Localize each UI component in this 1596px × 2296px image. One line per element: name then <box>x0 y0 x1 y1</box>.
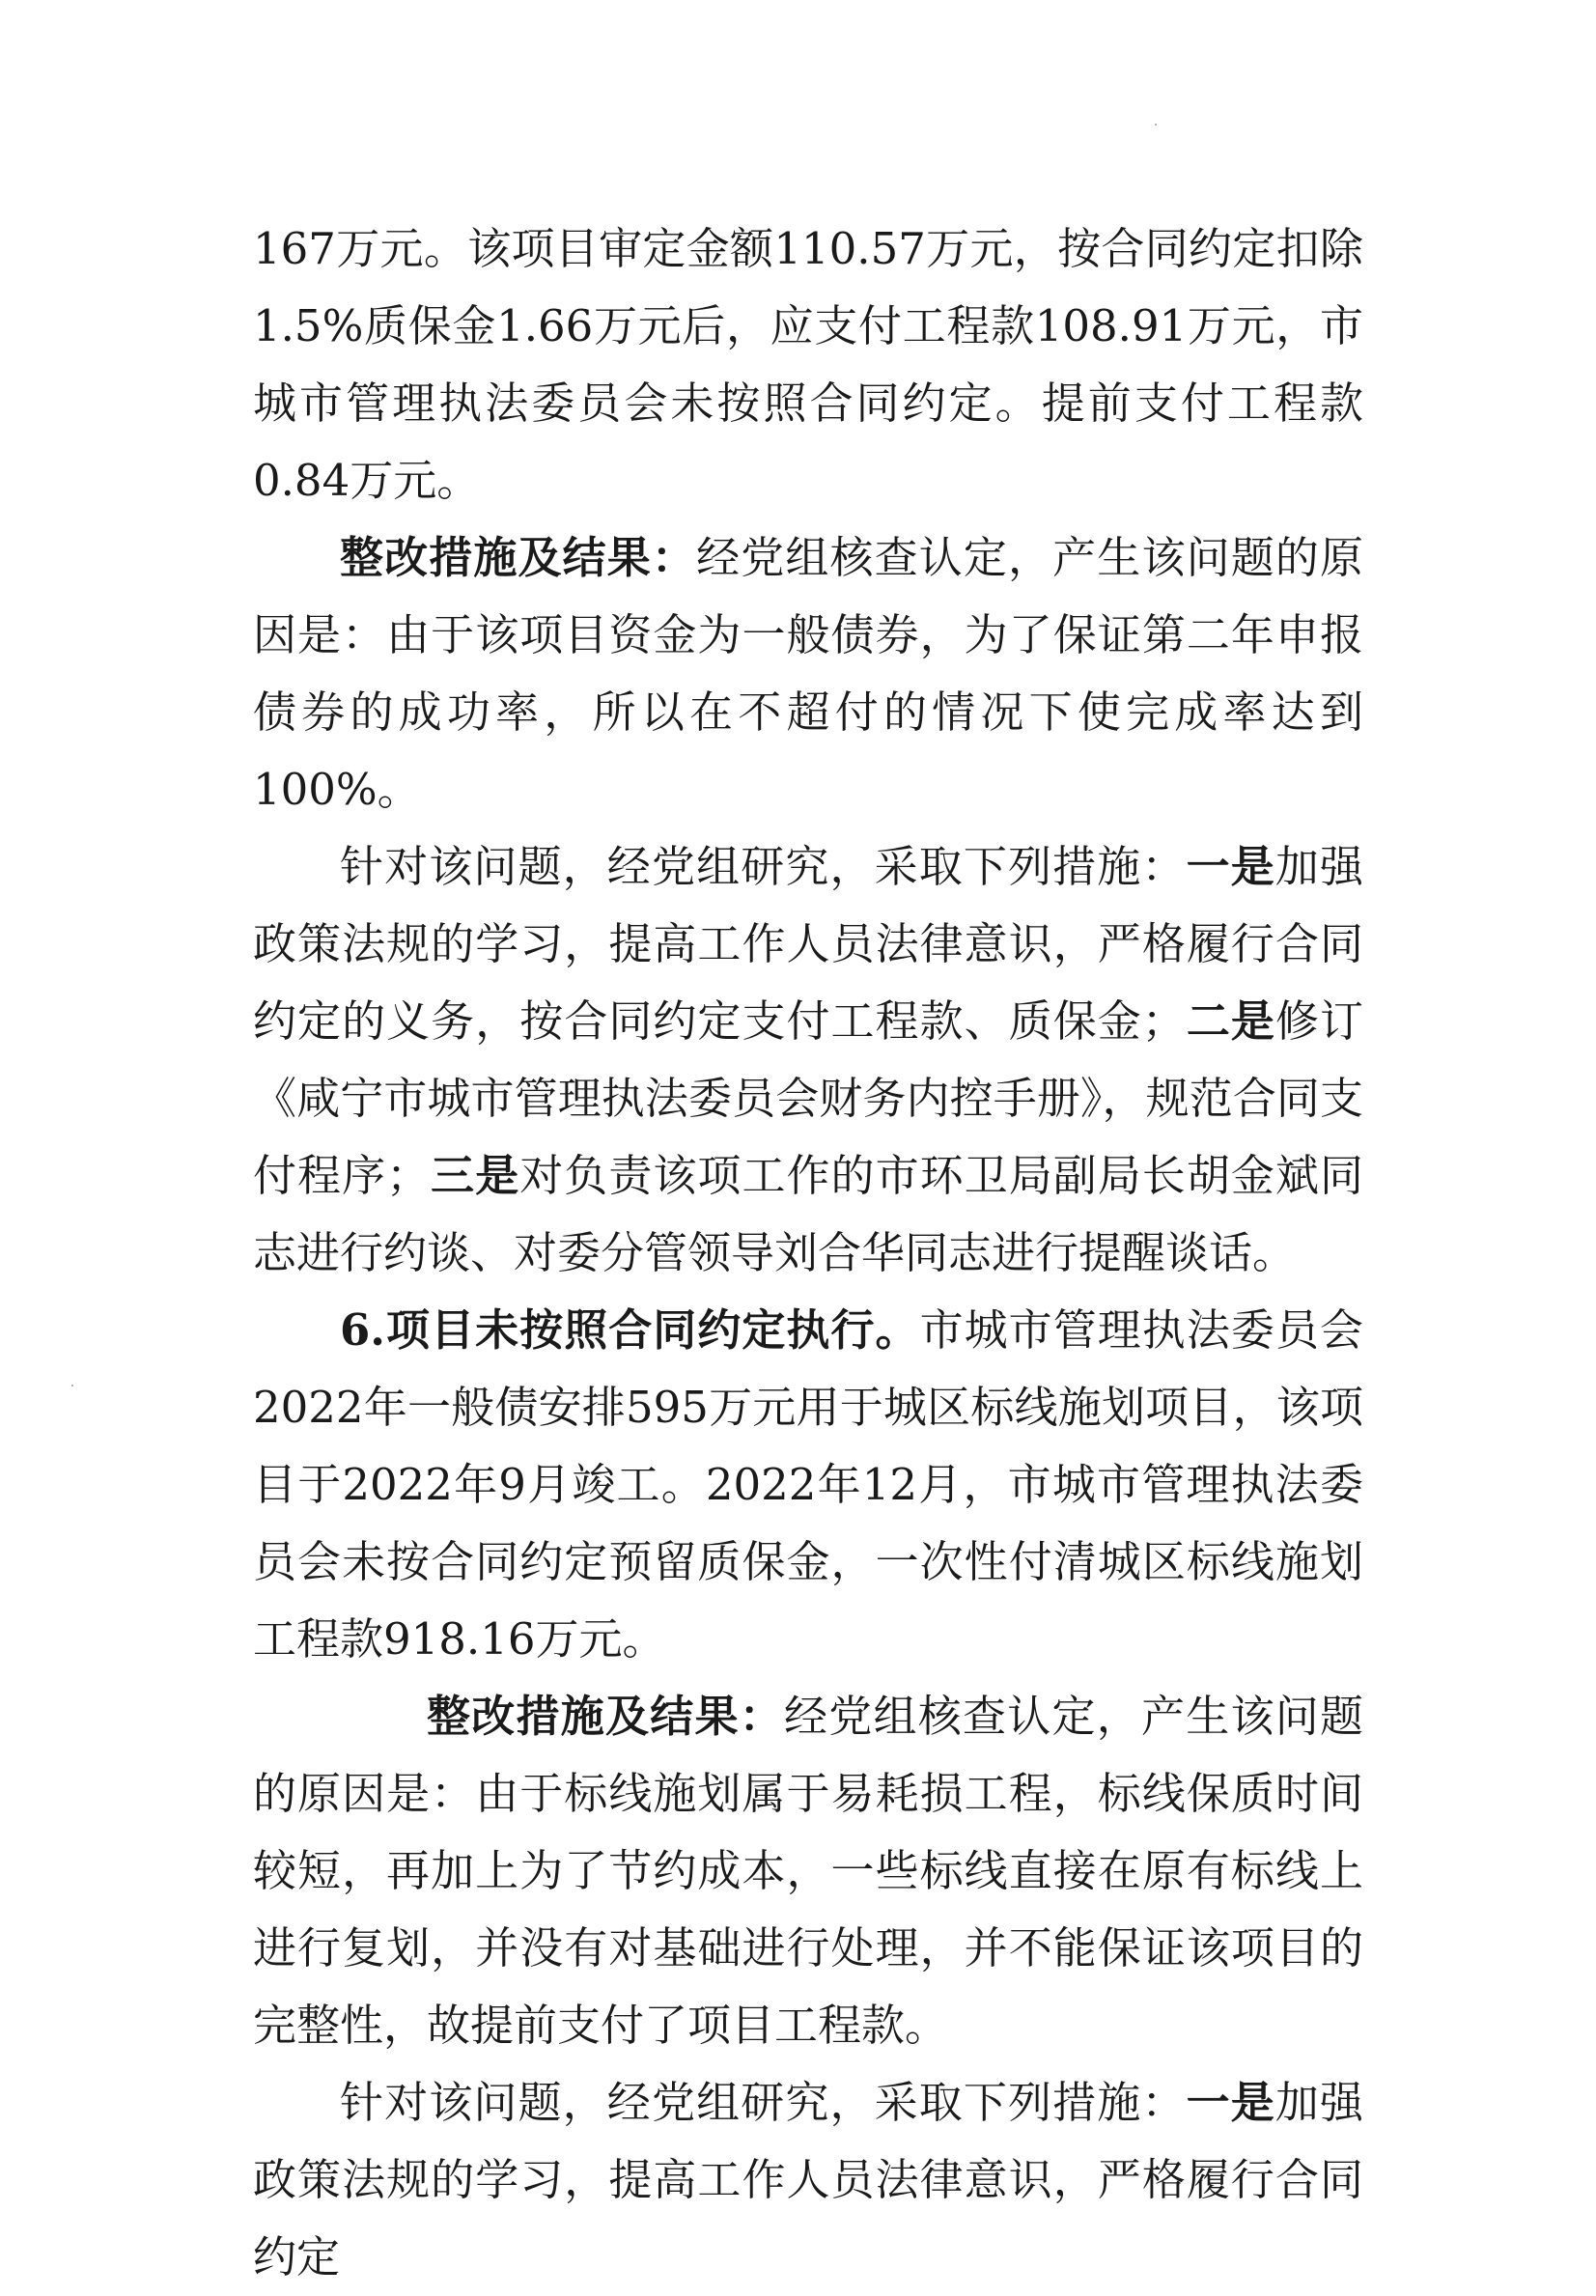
paragraph-issue-6 <box>253 1292 1363 1678</box>
measure-second-text: 修订《咸宁市城市管理执法委员会财务内控手册》，规范合同支付程序； <box>253 995 1363 1201</box>
paragraph-rectification-2 <box>253 1678 1363 2064</box>
rectification-text-2: 经党组核查认定，产生该问题的原因是：由于标线施划属于易耗损工程，标线保质时间较短，再加上为了节约成本，一些标线直接在原有标线上进行复划，并没有对基础进行处理，并不能保证该项目的完整性，故提前支付了项目工程款。 <box>253 1691 1363 2051</box>
document-body <box>253 210 1363 2296</box>
scan-speck <box>1155 124 1157 126</box>
rectification-heading-2: 整改措施及结果： <box>427 1691 784 1742</box>
measure-third-label: 三是 <box>430 1150 520 1201</box>
paragraph-rectification-1 <box>253 519 1363 828</box>
rectification-text: 经党组核查认定，产生该问题的原因是：由于该项目资金为一般债券，为了保证第二年申报债券的成功率，所以在不超付的情况下使完成率达到100%。 <box>253 532 1363 815</box>
measures-intro: 针对该问题，经党组研究，采取下列措施： <box>340 841 1187 892</box>
scan-speck <box>71 1385 73 1386</box>
measure-second-label: 二是 <box>1185 995 1275 1047</box>
paragraph-measures-2 <box>253 2064 1363 2296</box>
measure-first-text: 加强政策法规的学习，提高工作人员法律意识，严格履行合同约定的义务，按合同约定支付工程款、质保金； <box>253 841 1363 1047</box>
paragraph-audit-finding: 167万元。该项目审定金额110.57万元，按合同约定扣除1.5%质保金1.66万元后，应支付工程款108.91万元，市城市管理执法委员会未按照合同约定。提前支付工程款0.84万元。 <box>253 223 1363 506</box>
rectification-heading: 整改措施及结果： <box>340 532 697 583</box>
measure-first-label: 一是 <box>1186 841 1275 892</box>
paragraph-measures-1 <box>253 828 1363 1292</box>
measure-third-text: 对负责该项工作的市环卫局副局长胡金斌同志进行约谈、对委分管领导刘合华同志进行提醒谈话。 <box>253 1150 1363 1278</box>
measure-first-text-2: 加强政策法规的学习，提高工作人员法律意识，严格履行合同约定 <box>253 2077 1363 2282</box>
issue-6-text: 市城市管理执法委员会2022年一般债安排595万元用于城区标线施划项目，该项目于2022年9月竣工。2022年12月，市城市管理执法委员会未按合同约定预留质保金，一次性付清城区标线施划工程款918.16万元。 <box>253 1304 1363 1665</box>
measures-intro-2: 针对该问题，经党组研究，采取下列措施： <box>340 2077 1187 2128</box>
measure-first-label-2: 一是 <box>1186 2077 1275 2128</box>
issue-6-heading: 6.项目未按照合同约定执行。 <box>340 1304 920 1356</box>
